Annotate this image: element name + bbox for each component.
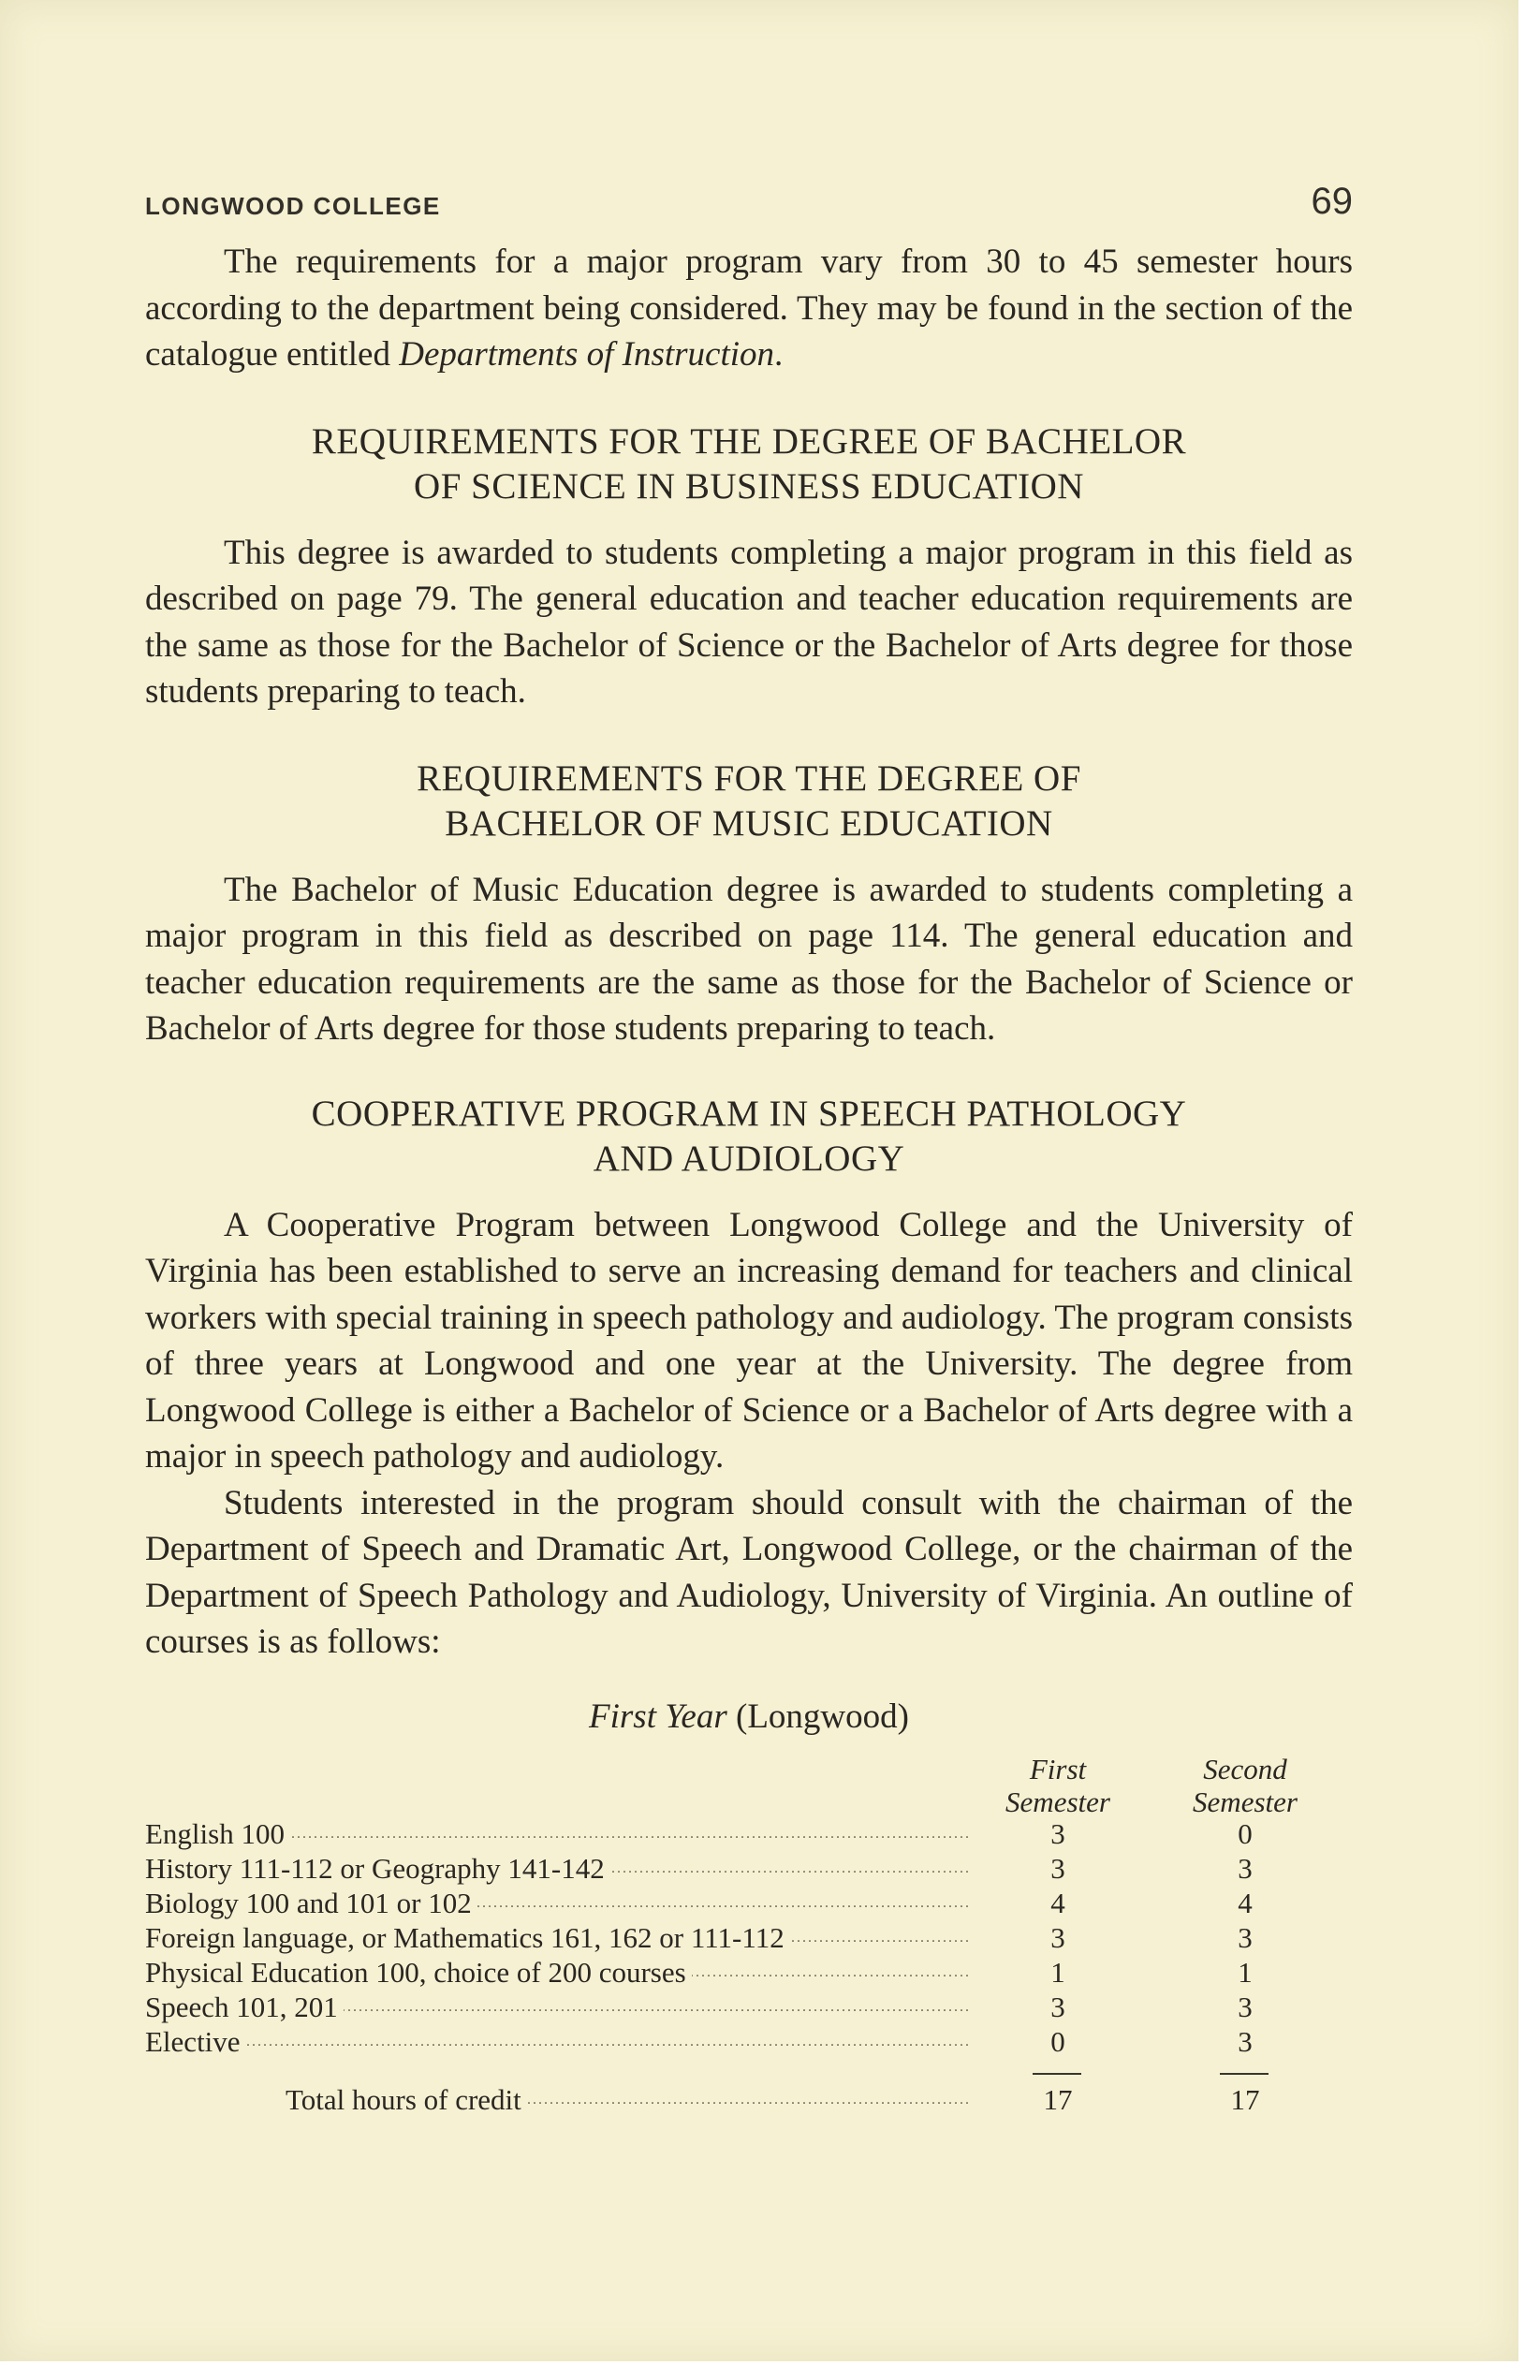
col-header-second-line2: Semester: [1193, 1785, 1298, 1818]
table-row: [145, 1920, 1353, 1955]
intro-end: .: [774, 335, 784, 374]
section2-heading-line2: BACHELOR OF MUSIC EDUCATION: [445, 802, 1053, 844]
running-title: LONGWOOD COLLEGE: [145, 192, 441, 220]
second-semester-hours: 3: [1238, 2024, 1253, 2058]
section3-heading: [145, 1092, 1353, 1182]
course-table: [145, 1752, 1353, 2116]
first-semester-hours: 1: [1050, 1955, 1065, 1989]
section3-heading-line2: AND AUDIOLOGY: [593, 1138, 905, 1179]
col-header-first-semester: [964, 1753, 1151, 1818]
intro-italic-title: Departments of Instruction: [399, 335, 775, 374]
page-number: 69: [1311, 181, 1353, 222]
total-row: [145, 2082, 1353, 2117]
table-caption-year: First Year: [589, 1697, 727, 1736]
first-semester-hours: 0: [1050, 2024, 1065, 2058]
total-second-semester: 17: [1230, 2082, 1260, 2116]
page-content: [145, 173, 1353, 2116]
course-rows: [145, 1816, 1353, 2059]
course-name: Foreign language, or Mathematics 161, 162 or 111-112: [145, 1921, 790, 1954]
table-caption: [145, 1694, 1353, 1740]
second-semester-hours: 1: [1238, 1955, 1253, 1989]
table-row: [145, 1886, 1353, 1920]
table-row: [145, 1955, 1353, 1990]
col-header-first-line2: Semester: [1005, 1785, 1110, 1818]
total-label: Total hours of credit: [286, 2083, 527, 2116]
table-row: [145, 1990, 1353, 2024]
total-first-semester: 17: [1043, 2082, 1073, 2116]
section1-heading-line1: REQUIREMENTS FOR THE DEGREE OF BACHELOR: [311, 420, 1187, 462]
first-semester-hours: 3: [1050, 1851, 1065, 1885]
section1-heading: [145, 419, 1353, 509]
section1-heading-line2: OF SCIENCE IN BUSINESS EDUCATION: [414, 465, 1084, 507]
section2-heading: [145, 757, 1353, 846]
first-semester-hours: 3: [1050, 1920, 1065, 1954]
table-caption-place: (Longwood): [726, 1697, 909, 1736]
section3-heading-line1: COOPERATIVE PROGRAM IN SPEECH PATHOLOGY: [311, 1093, 1187, 1134]
section2-paragraph: The Bachelor of Music Education degree is awarded to students completing a major program in this field as described on page 114. The general education and teacher education requirements are the same as those for the Bachelor of Science or Bachelor of Arts degree for those students preparing to teach.: [145, 870, 1353, 1048]
second-semester-hours: 4: [1238, 1886, 1253, 1919]
course-name: Elective: [145, 2025, 246, 2058]
first-semester-hours: 3: [1050, 1990, 1065, 2023]
running-head: [145, 173, 1353, 239]
first-semester-hours: 3: [1050, 1816, 1065, 1850]
section3-paragraph-1: A Cooperative Program between Longwood College and the University of Virginia has been established to serve an increasing demand for teachers and clinical workers with special training in speech pathology and audiology. The program consists of three years at Longwood and one year at the University. The degree from Longwood College is either a Bachelor of Science or a Bachelor of Arts degree with a major in speech pathology and audiology.: [145, 1205, 1353, 1476]
course-name: History 111-112 or Geography 141-142: [145, 1852, 610, 1885]
section2-heading-line1: REQUIREMENTS FOR THE DEGREE OF: [417, 757, 1081, 799]
first-semester-hours: 4: [1050, 1886, 1065, 1919]
intro-text: The requirements for a major program vary from 30 to 45 semester hours according to the department being considered. They may be found in the section of the catalogue entitled: [145, 242, 1353, 374]
sum-rule-first: [1033, 2073, 1081, 2075]
table-row: [145, 1851, 1353, 1886]
course-name: Speech 101, 201: [145, 1991, 344, 2023]
col-header-second-line1: Second: [1203, 1752, 1287, 1785]
col-header-second-semester: [1151, 1753, 1339, 1818]
second-semester-hours: 3: [1238, 1851, 1253, 1885]
second-semester-hours: 0: [1238, 1816, 1253, 1850]
second-semester-hours: 3: [1238, 1920, 1253, 1954]
sum-rule-second: [1220, 2073, 1269, 2075]
section1-paragraph: This degree is awarded to students completing a major program in this field as described on page 79. The general education and teacher education requirements are the same as those for the Bachelor of Science or the Bachelor of Arts degree for those students preparing to teach.: [145, 533, 1353, 711]
course-name: English 100: [145, 1817, 290, 1850]
section3-paragraph-2: Students interested in the program should consult with the chairman of the Department of Speech and Dramatic Art, Longwood College, or the chairman of the Department of Speech Pathology and Audiology, University of Virginia. An outline of courses is as follows:: [145, 1483, 1353, 1661]
course-name: Biology 100 and 101 or 102: [145, 1887, 477, 1919]
table-row: [145, 1816, 1353, 1851]
table-row: [145, 2024, 1353, 2059]
intro-paragraph: [145, 239, 1353, 378]
second-semester-hours: 3: [1238, 1990, 1253, 2023]
col-header-first-line1: First: [1029, 1752, 1087, 1785]
course-name: Physical Education 100, choice of 200 courses: [145, 1956, 692, 1989]
